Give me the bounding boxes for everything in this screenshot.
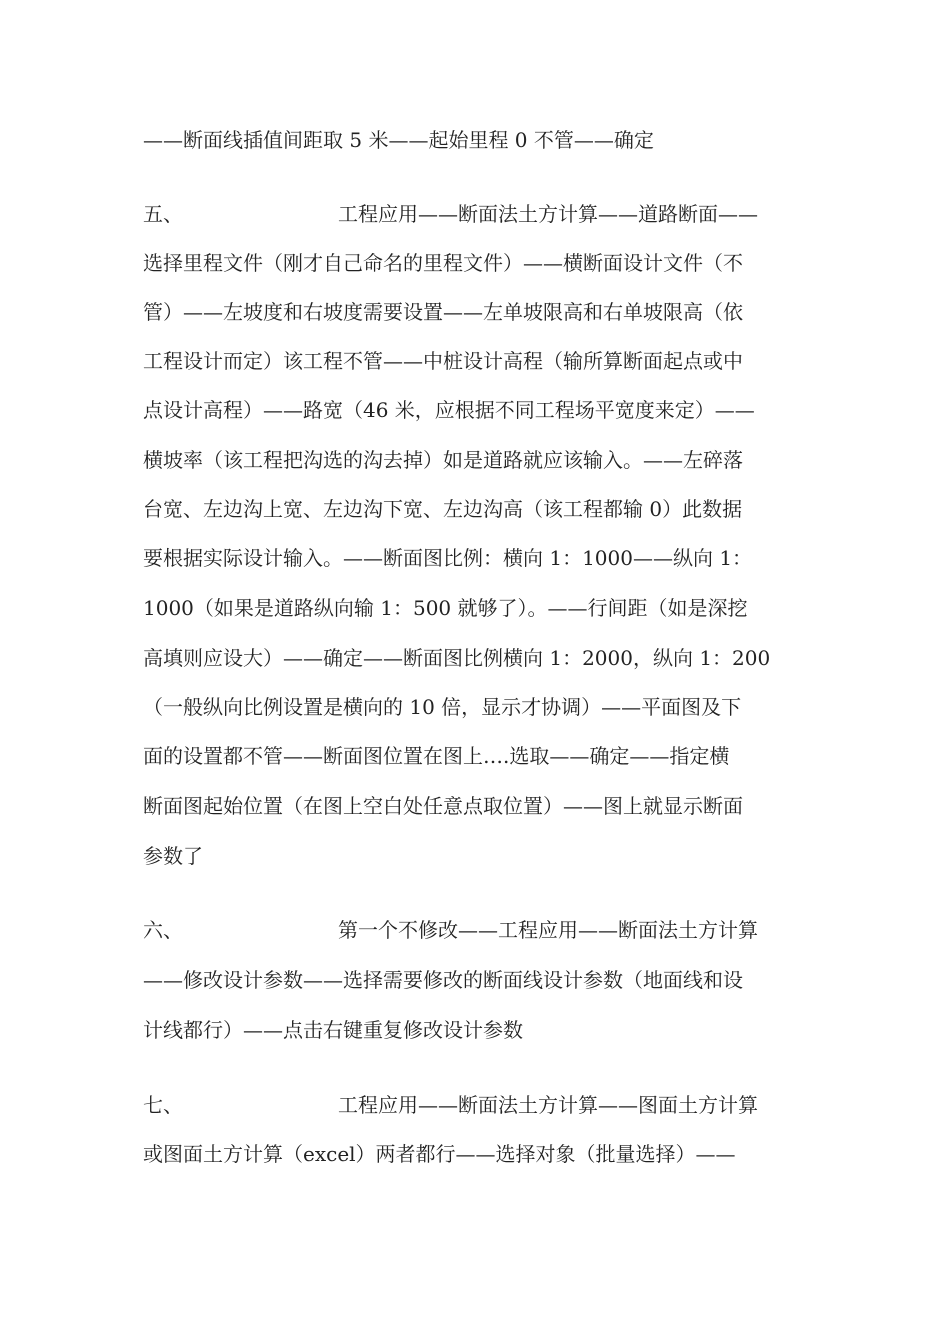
intro-line: ——断面线插值间距取 5 米——起始里程 0 不管——确定 — [143, 128, 654, 152]
section-5-first-line: 工程应用——断面法土方计算——道路断面—— — [338, 202, 758, 226]
section-5-line: 断面图起始位置（在图上空白处任意点取位置）——图上就显示断面 — [143, 794, 743, 818]
section-5-line: 要根据实际设计输入。——断面图比例：横向 1：1000——纵向 1： — [143, 546, 753, 570]
section-5-line: 高填则应设大）——确定——断面图比例横向 1：2000，纵向 1：200 — [143, 646, 771, 670]
section-7-first-line: 工程应用——断面法土方计算——图面土方计算 — [338, 1093, 758, 1117]
section-5-line: 参数了 — [143, 844, 203, 868]
section-5-line: 选择里程文件（刚才自己命名的里程文件）——横断面设计文件（不 — [143, 251, 743, 275]
section-5-line: 1000（如果是道路纵向输 1：500 就够了）。——行间距（如是深挖 — [143, 596, 748, 620]
section-5-line: 台宽、左边沟上宽、左边沟下宽、左边沟高（该工程都输 0）此数据 — [143, 497, 743, 521]
section-5-line: （一般纵向比例设置是横向的 10 倍，显示才协调）——平面图及下 — [143, 695, 742, 719]
section-5-line: 管）——左坡度和右坡度需要设置——左单坡限高和右单坡限高（依 — [143, 300, 743, 324]
section-5-line: 点设计高程）——路宽（46 米，应根据不同工程场平宽度来定）—— — [143, 398, 755, 422]
section-6-number: 六、 — [143, 918, 183, 942]
section-5-line: 面的设置都不管——断面图位置在图上….选取——确定——指定横 — [143, 744, 730, 768]
section-5-line: 工程设计而定）该工程不管——中桩设计高程（输所算断面起点或中 — [143, 349, 743, 373]
section-5-number: 五、 — [143, 202, 183, 226]
section-6-line: ——修改设计参数——选择需要修改的断面线设计参数（地面线和设 — [143, 968, 743, 992]
section-5-line: 横坡率（该工程把沟选的沟去掉）如是道路就应该输入。——左碎落 — [143, 448, 743, 472]
section-6-first-line: 第一个不修改——工程应用——断面法土方计算 — [338, 918, 758, 942]
section-7-number: 七、 — [143, 1093, 183, 1117]
section-6-line: 计线都行）——点击右键重复修改设计参数 — [143, 1018, 523, 1042]
section-7-line: 或图面土方计算（excel）两者都行——选择对象（批量选择）—— — [143, 1142, 736, 1166]
